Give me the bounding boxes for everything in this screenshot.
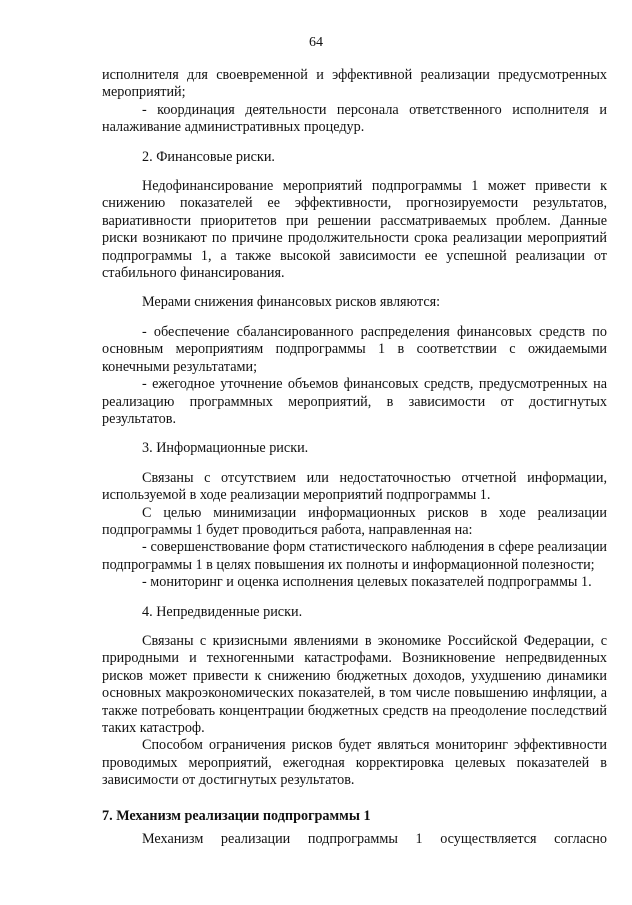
paragraph: Связаны с отсутствием или недостаточностью отчетной информации, используемой в ходе реализации мероприятий подпрограммы 1. <box>102 469 607 504</box>
section-heading-information-risks: 3. Информационные риски. <box>142 440 309 457</box>
section-heading-financial-risks: 2. Финансовые риски. <box>142 148 275 165</box>
paragraph: Мерами снижения финансовых рисков являются: <box>142 294 441 311</box>
list-item: - ежегодное уточнение объемов финансовых средств, предусмотренных на реализацию программных мероприятий, в зависимости от достигнутых результатов. <box>102 376 607 427</box>
list-item: - координация деятельности персонала ответственного исполнителя и налаживание административных процедур. <box>102 101 607 136</box>
paragraph: Недофинансирование мероприятий подпрограммы 1 может привести к снижению показателей ее эффективности, прогнозируемости результатов, вариативности приоритетов при решении рассматриваемых проблем. Данные риски возникают по причине продолжительности срока реализации мероприятий подпрограммы 1, а также высокой зависимости ее успешной реализации от стабильного финансирования. <box>102 178 607 282</box>
list-item: - обеспечение сбалансированного распределения финансовых средств по основным мероприятиям подпрограммы 1 в соответствии с ожидаемыми конечными результатами; <box>102 323 607 375</box>
list-item: - мониторинг и оценка исполнения целевых показателей подпрограммы 1. <box>142 574 592 591</box>
page-number: 64 <box>309 35 323 50</box>
document-body <box>102 67 607 848</box>
paragraph: Механизм реализации подпрограммы 1 осуществляется согласно <box>142 831 607 848</box>
paragraph: Способом ограничения рисков будет являться мониторинг эффективности проводимых мероприятий, ежегодная корректировка целевых показателей в зависимости от достигнутых результатов. <box>102 737 607 789</box>
section-heading-unforeseen-risks: 4. Непредвиденные риски. <box>142 603 303 620</box>
list-item: - совершенствование форм статистического наблюдения в сфере реализации подпрограммы 1 в целях повышения их полноты и информационной полезности; <box>102 539 607 573</box>
section-heading-mechanism: 7. Механизм реализации подпрограммы 1 <box>102 807 371 824</box>
paragraph: исполнителя для своевременной и эффективной реализации предусмотренных мероприятий; <box>102 67 607 101</box>
paragraph: Связаны с кризисными явлениями в экономике Российской Федерации, с природными и техногенными катастрофами. Возникновение непредвиденных рисков может привести к снижению бюджетных доходов, ухудшению динамики основных макроэкономических показателей, в том числе повышению инфляции, а также потребовать концентрации бюджетных средств на преодоление последствий таких катастроф. <box>102 632 607 736</box>
paragraph: С целью минимизации информационных рисков в ходе реализации подпрограммы 1 будет проводиться работа, направленная на: <box>102 504 607 538</box>
